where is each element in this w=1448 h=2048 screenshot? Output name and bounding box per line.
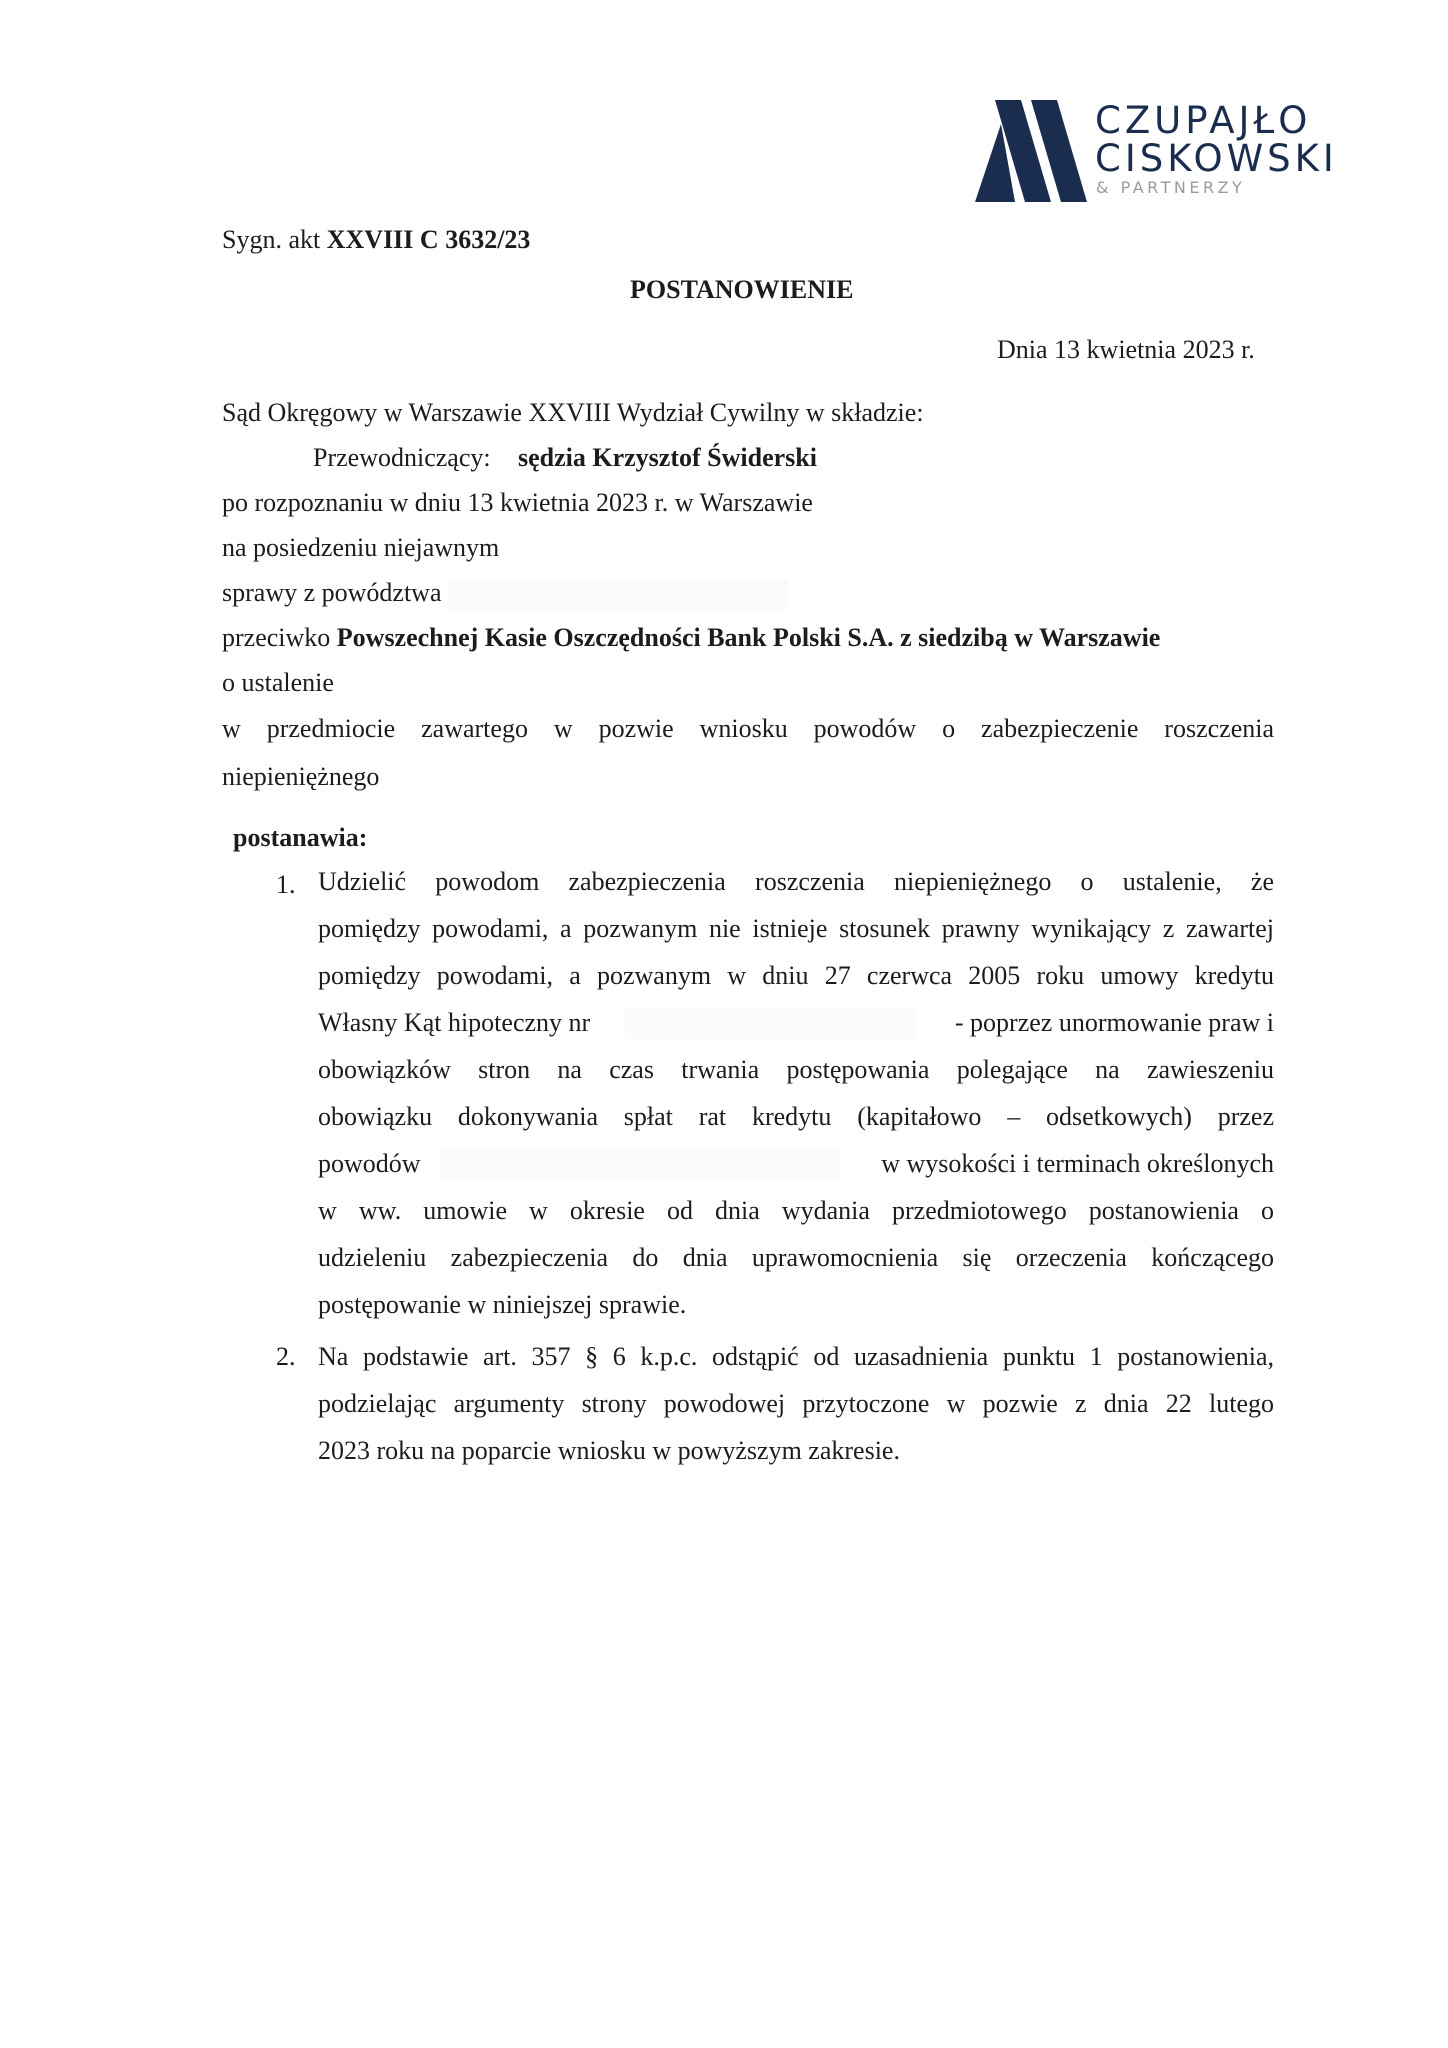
item-2-line-3: 2023 roku na poparcie wniosku w powyższym zakresie. xyxy=(318,1436,900,1465)
item-1-line-7a: powodów xyxy=(318,1149,421,1178)
logo-mark-icon xyxy=(975,100,1087,202)
document-title: POSTANOWIENIE xyxy=(630,275,854,304)
logo-line-1: CZUPAJŁO xyxy=(1095,99,1312,142)
redacted-claimants-2 xyxy=(440,1148,840,1180)
item-1-line-6: obowiązku dokonywania spłat rat kredytu (kapitałowo – odsetkowych) przez xyxy=(318,1102,1274,1131)
item-1-line-5: obowiązków stron na czas trwania postępowania polegające na zawieszeniu xyxy=(318,1055,1274,1084)
document-date: Dnia 13 kwietnia 2023 r. xyxy=(997,335,1255,364)
item-1-line-4a: Własny Kąt hipoteczny nr xyxy=(318,1008,591,1037)
item-2-line-2: podzielając argumenty strony powodowej przytoczone w pozwie z dnia 22 lutego xyxy=(318,1389,1274,1418)
item-1-line-7b: w wysokości i terminach określonych xyxy=(881,1149,1274,1178)
matter-line-1: w przedmiocie zawartego w pozwie wniosku powodów o zabezpieczenie roszczenia xyxy=(222,714,1274,743)
item-1-line-3: pomiędzy powodami, a pozwanym w dniu 27 czerwca 2005 roku umowy kredytu xyxy=(318,961,1274,990)
chair-label: Przewodniczący: xyxy=(313,443,491,472)
item-1-line-8: w ww. umowie w okresie od dnia wydania przedmiotowego postanowienia o xyxy=(318,1196,1274,1225)
logo-subtitle: & PARTNERZY xyxy=(1096,178,1246,197)
firm-logo xyxy=(975,100,1355,205)
item-1-line-10: postępowanie w niniejszej sprawie. xyxy=(318,1290,687,1319)
session-type: na posiedzeniu niejawnym xyxy=(222,533,500,562)
case-subject: o ustalenie xyxy=(222,668,334,697)
claimant-line xyxy=(222,578,788,610)
item-2-number: 2. xyxy=(276,1342,296,1371)
item-1-line-1: Udzielić powodom zabezpieczenia roszczenia niepieniężnego o ustalenie, że xyxy=(318,867,1274,896)
chair-name: sędzia Krzysztof Świderski xyxy=(518,443,817,472)
court-composition: Sąd Okręgowy w Warszawie XXVIII Wydział Cywilny w składzie: xyxy=(222,398,924,427)
matter-line-2: niepieniężnego xyxy=(222,762,380,791)
defendant-name: Powszechnej Kasie Oszczędności Bank Polski S.A. z siedzibą w Warszawie xyxy=(336,623,1161,652)
item-2-line-1: Na podstawie art. 357 § 6 k.p.c. odstąpić od uzasadnienia punktu 1 postanowienia, xyxy=(318,1342,1274,1371)
redacted-claimants xyxy=(448,580,788,610)
claimant-prefix: sprawy z powództwa xyxy=(222,578,442,607)
case-signature xyxy=(222,225,530,255)
logo-text xyxy=(1095,99,1338,180)
case-signature-prefix: Sygn. akt xyxy=(222,225,321,254)
item-1-number: 1. xyxy=(276,870,296,899)
defendant-line xyxy=(222,623,1160,653)
defendant-prefix: przeciwko xyxy=(222,623,331,652)
case-number: XXVIII C 3632/23 xyxy=(326,225,531,254)
decision-heading: postanawia: xyxy=(233,823,368,852)
examination-date: po rozpoznaniu w dniu 13 kwietnia 2023 r. w Warszawie xyxy=(222,488,813,517)
logo-line-2: CISKOWSKI xyxy=(1095,137,1338,180)
item-1-line-2: pomiędzy powodami, a pozwanym nie istnieje stosunek prawny wynikający z zawartej xyxy=(318,914,1274,943)
item-1-line-4b: - poprzez unormowanie praw i xyxy=(954,1008,1274,1037)
item-1-line-9: udzieleniu zabezpieczenia do dnia uprawomocnienia się orzeczenia kończącego xyxy=(318,1243,1274,1272)
redacted-contract-number xyxy=(625,1007,915,1039)
